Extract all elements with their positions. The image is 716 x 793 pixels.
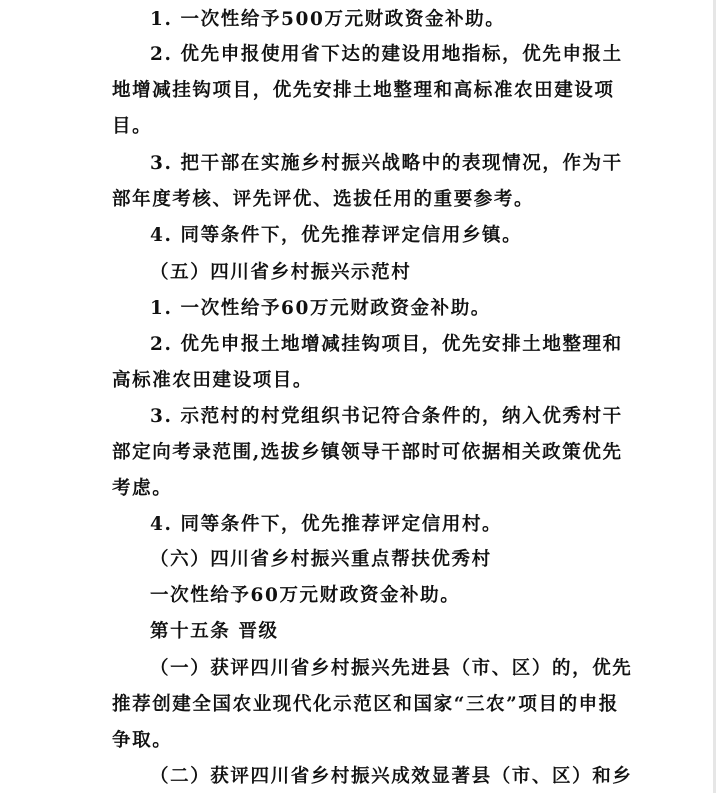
- text-line: （二）获评四川省乡村振兴成效显著县（市、区）和乡: [150, 766, 633, 787]
- text-line: 4. 同等条件下，优先推荐评定信用乡镇。: [150, 225, 523, 246]
- text-line: 考虑。: [112, 478, 173, 499]
- text-line: 部年度考核、评先评优、选拔任用的重要参考。: [112, 189, 535, 210]
- text-line: 1. 一次性给予500万元财政资金补助。: [150, 9, 506, 30]
- text-line: 推荐创建全国农业现代化示范区和国家“三农”项目的申报: [112, 694, 619, 715]
- text-line: 目。: [112, 116, 153, 137]
- article-heading: 第十五条 晋级: [150, 621, 279, 642]
- section-heading: （五）四川省乡村振兴示范村: [150, 262, 412, 283]
- text-line: 一次性给予60万元财政资金补助。: [150, 585, 461, 606]
- section-heading: （六）四川省乡村振兴重点帮扶优秀村: [150, 549, 492, 570]
- text-line: 3. 示范村的村党组织书记符合条件的，纳入优秀村干: [150, 406, 623, 427]
- text-line: 地增减挂钩项目，优先安排土地整理和高标准农田建设项: [112, 80, 615, 101]
- text-line: （一）获评四川省乡村振兴先进县（市、区）的，优先: [150, 658, 633, 679]
- text-line: 2. 优先申报使用省下达的建设用地指标，优先申报土: [150, 44, 623, 65]
- text-line: 争取。: [112, 730, 173, 751]
- text-line: 高标准农田建设项目。: [112, 370, 314, 391]
- text-line: 4. 同等条件下，优先推荐评定信用村。: [150, 514, 503, 535]
- text-line: 2. 优先申报土地增减挂钩项目，优先安排土地整理和: [150, 334, 623, 355]
- text-line: 3. 把干部在实施乡村振兴战略中的表现情况，作为干: [150, 153, 623, 174]
- text-line: 1. 一次性给予60万元财政资金补助。: [150, 298, 491, 319]
- text-line: 部定向考录范围,选拔乡镇领导干部时可依据相关政策优先: [112, 442, 623, 463]
